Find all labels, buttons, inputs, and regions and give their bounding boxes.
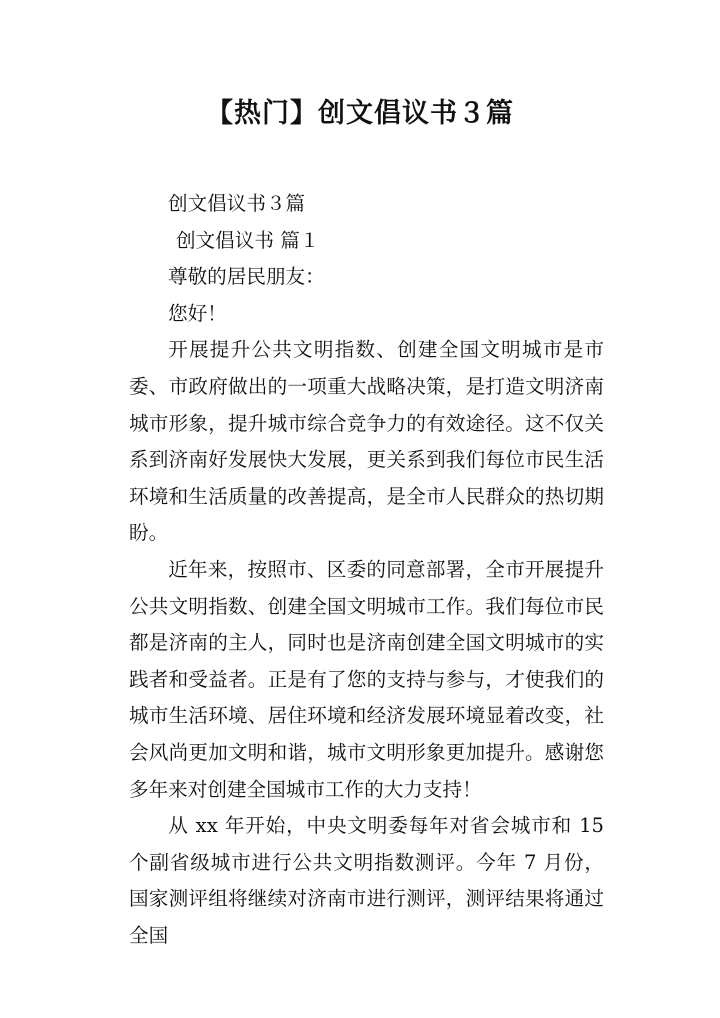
salutation: 尊敬的居民朋友： bbox=[168, 265, 325, 289]
paragraphs bbox=[129, 332, 604, 954]
paragraph-1: 开展提升公共文明指数、创建全国文明城市是市委、市政府做出的一项重大战略决策，是打造文明济南城市形象，提升城市综合竞争力的有效途径。这不仅关系到济南好发展快大发展，更关系到我们每位市民生活环境和生活质量的改善提高，是全市人民群众的热切期盼。 bbox=[129, 338, 604, 545]
document-title: 【热门】创文倡议书３篇 bbox=[206, 98, 514, 129]
paragraph-3: 从 xx 年开始，中央文明委每年对省会城市和 15 个副省级城市进行公共文明指数测评。今年 7 月份，国家测评组将继续对济南市进行测评，测评结果将通过全国 bbox=[129, 814, 604, 947]
document-subtitle: 创文倡议书３篇 bbox=[168, 192, 306, 215]
section-heading: 创文倡议书 篇１ bbox=[176, 228, 320, 252]
document-body bbox=[129, 186, 604, 954]
paragraph-2: 近年来，按照市、区委的同意部署，全市开展提升公共文明指数、创建全国文明城市工作。我们每位市民都是济南的主人，同时也是济南创建全国文明城市的实践者和受益者。正是有了您的支持与参与，才使我们的城市生活环境、居住环境和经济发展环境显着改变，社会风尚更加文明和谐，城市文明形象更加提升。感谢您多年来对创建全国城市工作的大力支持！ bbox=[129, 557, 604, 801]
greeting: 您好！ bbox=[168, 301, 227, 325]
